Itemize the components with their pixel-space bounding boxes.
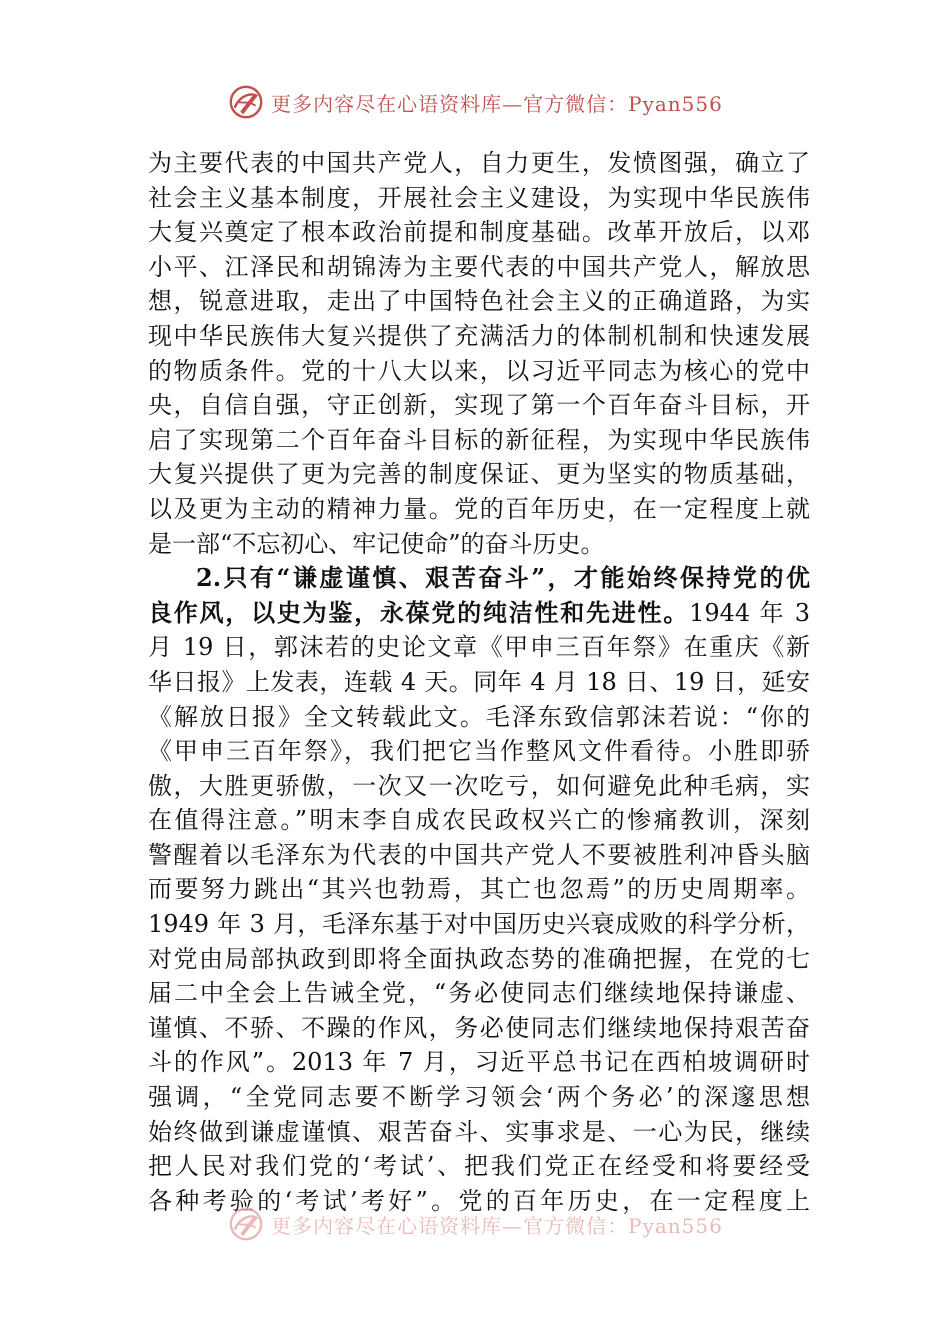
text-line: 届二中全会上告诫全党，“务必使同志们继续地保持谦虚、: [148, 979, 810, 1008]
text-line: 在值得注意。”明末李自成农民政权兴亡的惨痛教训，深刻: [148, 806, 810, 835]
text-line: 为主要代表的中国共产党人，自力更生，发愤图强，确立了: [148, 149, 810, 177]
text-line: 斗的作风”。2013 年 7 月，习近平总书记在西柏坡调研时: [148, 1048, 810, 1077]
text-line: 大复兴提供了更为完善的制度保证、更为坚实的物质基础，: [148, 460, 810, 489]
pen-swirl-logo-icon: [227, 1205, 265, 1243]
text-line: 警醒着以毛泽东为代表的中国共产党人不要被胜利冲昏头脑: [148, 840, 810, 869]
text-line: 的物质条件。党的十八大以来，以习近平同志为核心的党中: [148, 356, 810, 385]
text-line: 傲，大胜更骄傲，一次又一次吃亏，如何避免此种毛病，实: [148, 771, 810, 800]
text-line: 华日报》上发表，连载 4 天。同年 4 月 18 日、19 日，延安: [148, 667, 810, 696]
text-line: 大复兴奠定了根本政治前提和制度基础。改革开放后，以邓: [148, 218, 810, 247]
text-line: 《解放日报》全文转载此文。毛泽东致信郭沫若说：“你的: [148, 702, 810, 731]
text-line: 《甲申三百年祭》，我们把它当作整风文件看待。小胜即骄: [148, 737, 810, 766]
text-line: 社会主义基本制度，开展社会主义建设，为实现中华民族伟: [148, 183, 810, 212]
paragraph-2: [148, 561, 810, 1218]
text-line: 对党由局部执政到即将全面执政态势的准确把握，在党的七: [148, 944, 810, 973]
text-line: 小平、江泽民和胡锦涛为主要代表的中国共产党人，解放思: [148, 252, 810, 281]
text-line: 强调，“全党同志要不断学习领会‘两个务必’的深邃思想: [148, 1083, 810, 1112]
text-line: 把人民对我们党的‘考试’、把我们党正在经受和将要经受: [148, 1152, 810, 1181]
document-body: [148, 146, 810, 1218]
text-line: 以及更为主动的精神力量。党的百年历史，在一定程度上就: [148, 494, 810, 523]
pen-swirl-logo-icon: [227, 83, 265, 121]
text-line: 央，自信自强，守正创新，实现了第一个百年奋斗目标，开: [148, 391, 810, 420]
text-line: 现中华民族伟大复兴提供了充满活力的体制机制和快速发展: [148, 321, 810, 350]
text-line: 而要努力跳出“其兴也勃焉，其亡也忽焉”的历史周期率。: [148, 875, 810, 904]
watermark-text: 更多内容尽在心语资料库—官方微信：Pyan556: [271, 1213, 723, 1238]
text-fragment: 1944 年 3: [689, 598, 810, 627]
text-line: 始终做到谦虚谨慎、艰苦奋斗、实事求是、一心为民，继续: [148, 1117, 810, 1146]
text-line: [148, 596, 810, 631]
watermark-text: 更多内容尽在心语资料库—官方微信：Pyan556: [271, 91, 723, 116]
footer-watermark: [0, 1202, 950, 1246]
text-line: 想，锐意进取，走出了中国特色社会主义的正确道路，为实: [148, 287, 810, 316]
text-line: 各种考验的‘考试’考好”。党的百年历史，在一定程度上: [148, 1186, 810, 1215]
text-line: 是一部“不忘初心、牢记使命”的奋斗历史。: [148, 529, 605, 558]
text-line: 谨慎、不骄、不躁的作风，务必使同志们继续地保持艰苦奋: [148, 1013, 810, 1042]
section-heading: 2.只有“谦虚谨慎、艰苦奋斗”，才能始终保持党的优: [196, 563, 810, 593]
text-line: 月 19 日，郭沫若的史论文章《甲申三百年祭》在重庆《新: [148, 633, 810, 662]
text-line: 启了实现第二个百年奋斗目标的新征程，为实现中华民族伟: [148, 425, 810, 454]
paragraph-1: [148, 146, 810, 561]
header-watermark: [0, 80, 950, 124]
section-heading-continued: 良作风，以史为鉴，永葆党的纯洁性和先进性。: [148, 597, 690, 627]
text-line: 1949 年 3 月，毛泽东基于对中国历史兴衰成败的科学分析，: [148, 910, 810, 939]
